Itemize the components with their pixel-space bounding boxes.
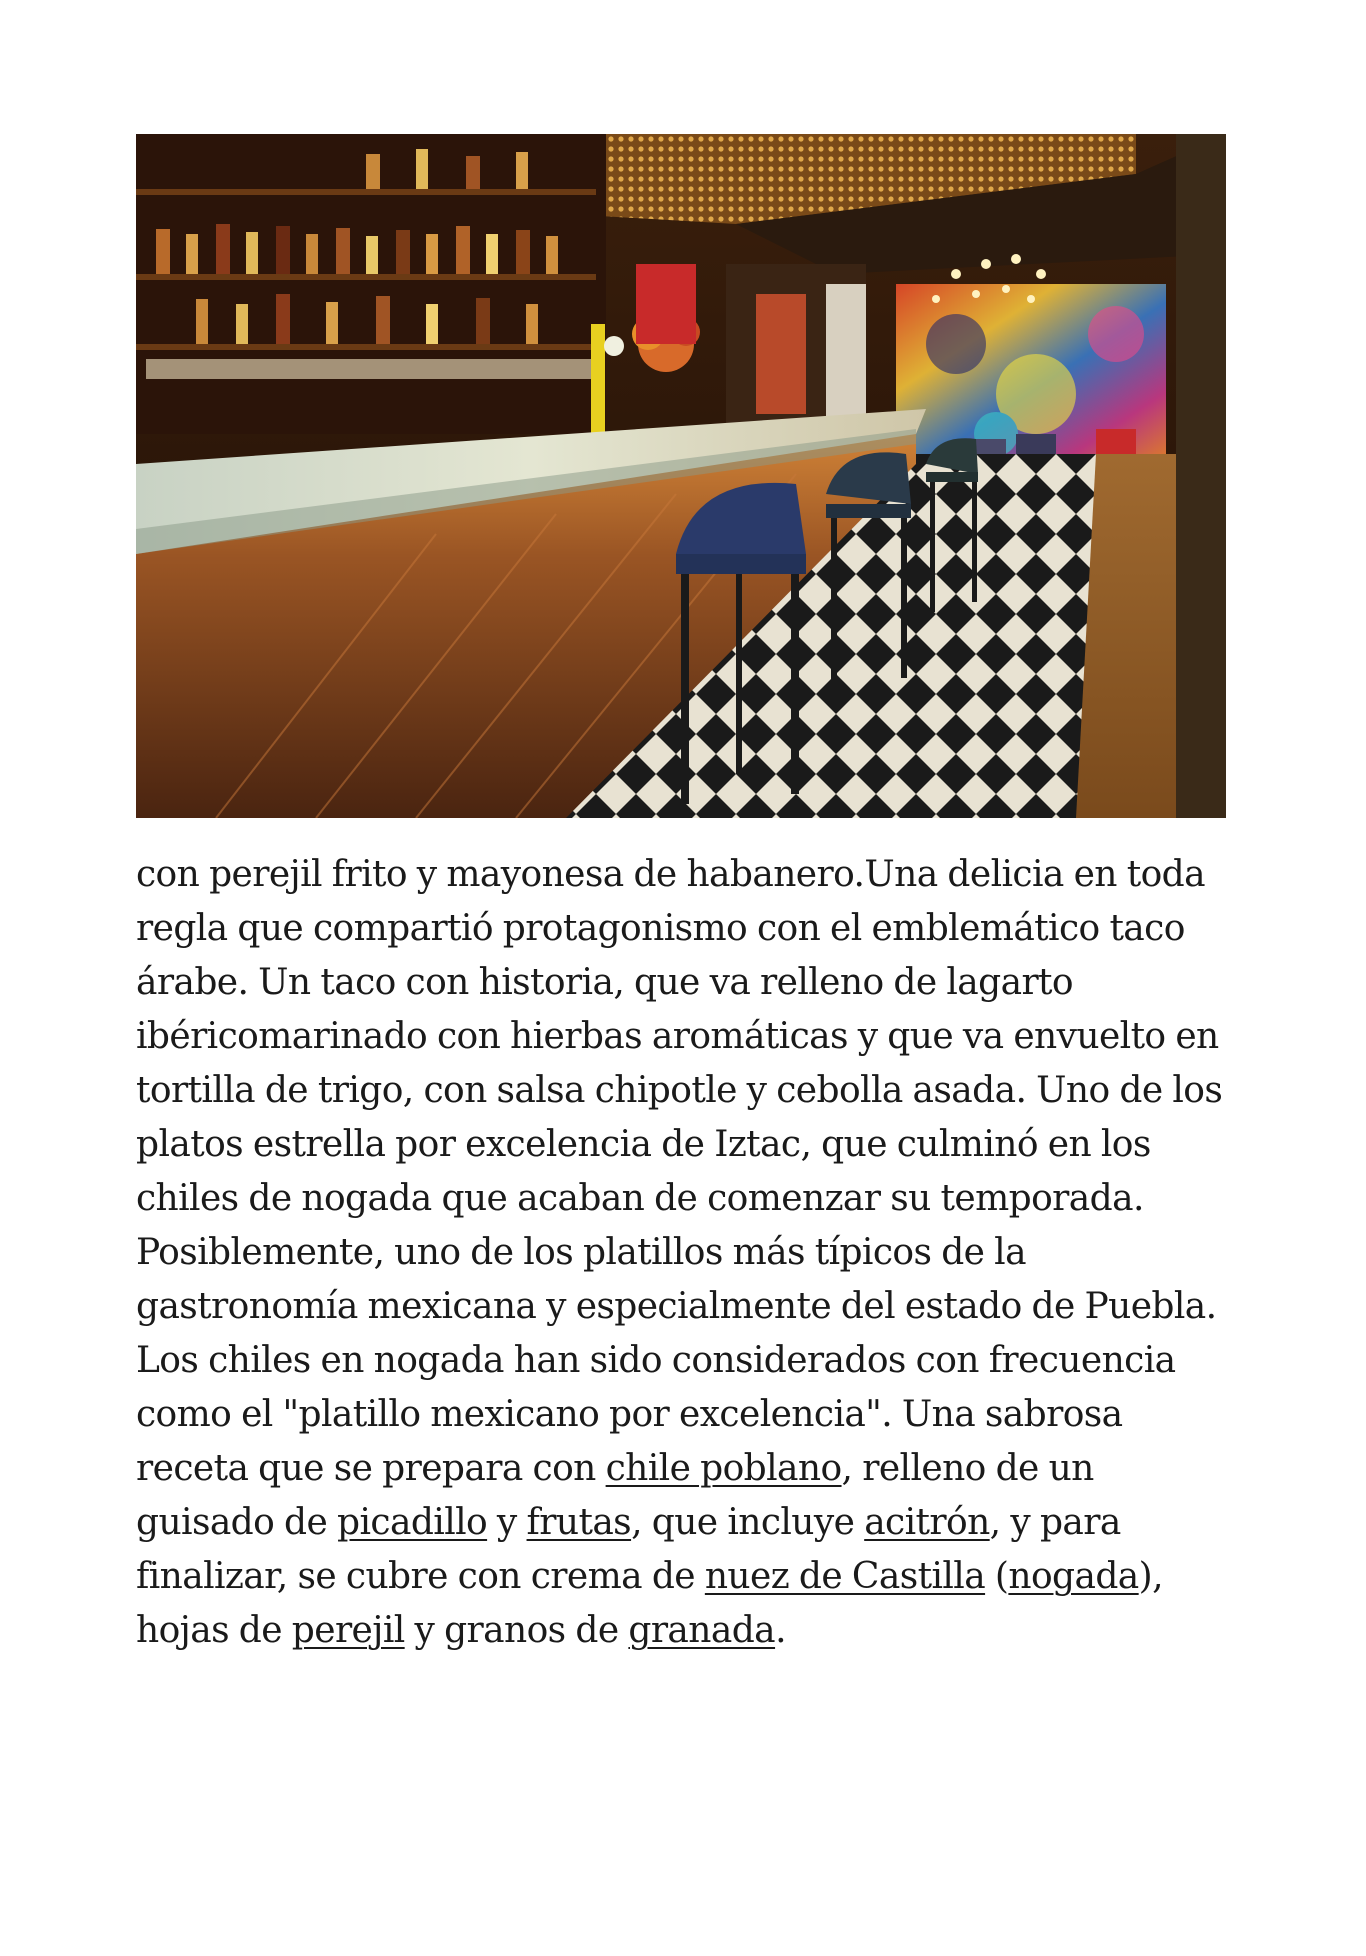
body-text: , que incluye: [631, 1502, 865, 1543]
inline-link[interactable]: picadillo: [337, 1502, 488, 1543]
body-text: (: [985, 1556, 1009, 1597]
restaurant-bar-photo: [136, 134, 1226, 818]
inline-link[interactable]: perejil: [291, 1610, 405, 1651]
body-text: con perejil frito y mayonesa de habanero.Una delicia en toda regla que compartió protagonismo con el emblemático taco árabe. Un taco con historia, que va relleno de lagarto ibéricomarinado con hierbas aromáticas y que va envuelto en tortilla de trigo, con salsa chipotle y cebolla asada. Uno de los platos estrella por excelencia de Iztac, que culminó en los chiles de nogada que acaban de comenzar su temporada. Posiblemente, uno de los platillos más típicos de la gastronomía mexicana y especialmente del estado de Puebla. Los chiles en nogada han sido considerados con frecuencia como el "platillo mexicano por excelencia". Una sabrosa receta que se prepara con: [136, 854, 1223, 1489]
body-text: y: [487, 1502, 527, 1543]
bar-interior-illustration: [136, 134, 1226, 818]
body-text: , y para finalizar, se cubre con crema de: [136, 1502, 1121, 1597]
body-text: , relleno de un guisado de: [136, 1448, 1094, 1543]
article-body: [136, 848, 1236, 1658]
inline-link[interactable]: chile poblano: [605, 1448, 842, 1489]
body-text: .: [775, 1610, 786, 1651]
body-text: ), hojas de: [136, 1556, 1163, 1651]
inline-link[interactable]: nogada: [1008, 1556, 1139, 1597]
inline-link[interactable]: granada: [628, 1610, 776, 1651]
inline-link[interactable]: acitrón: [864, 1502, 990, 1543]
inline-link[interactable]: frutas: [526, 1502, 632, 1543]
body-text: y granos de: [404, 1610, 629, 1651]
inline-link[interactable]: nuez de Castilla: [704, 1556, 986, 1597]
